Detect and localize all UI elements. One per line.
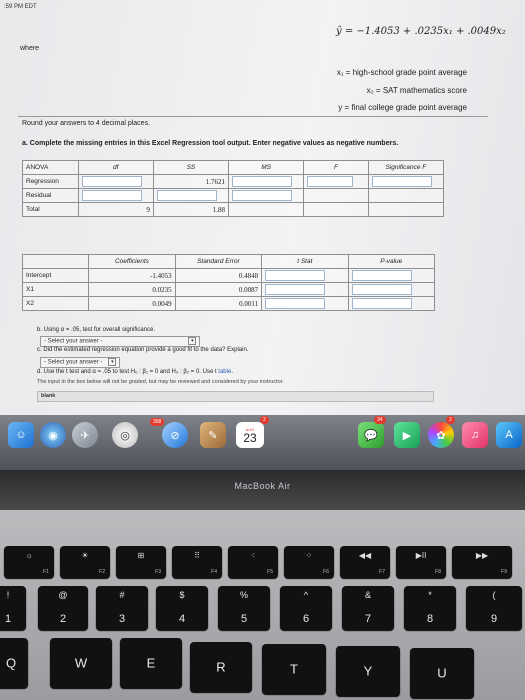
header-significance-f: Significance F — [368, 161, 443, 175]
part-d-text: d. Use the t test and α = .05 to test H₀ : β₁ = 0 and H₀ : β₂ = 0. Use t — [37, 369, 219, 375]
key-f6[interactable]: ⁘ F6 — [284, 546, 334, 578]
key-y[interactable]: Y — [336, 646, 400, 696]
x2-p-value-input[interactable] — [352, 298, 412, 309]
row-label-x2: X2 — [23, 297, 89, 311]
where-label: where — [20, 45, 40, 52]
fast-forward-icon: ▶▶ — [475, 551, 489, 560]
table-row — [23, 269, 435, 283]
part-d-question: d. Use the t test and α = .05 to test H₀ : β₁ = 0 and H₀ : β₂ = 0. Use t table. — [37, 369, 233, 375]
x2-coefficient: 0.0049 — [89, 297, 175, 311]
anova-title: ANOVA — [23, 161, 79, 175]
x2-t-stat-input[interactable] — [265, 298, 325, 309]
key-9[interactable]: ( 9 — [466, 586, 522, 630]
key-q[interactable]: Q — [0, 638, 28, 688]
brightness-down-icon: ☼ — [25, 551, 33, 560]
total-df-value: 9 — [78, 203, 153, 217]
launchpad-icon[interactable]: ✈ — [72, 422, 98, 448]
residual-ss-input[interactable] — [157, 190, 217, 201]
intercept-p-value-input[interactable] — [352, 270, 412, 281]
header-ss: SS — [153, 161, 228, 175]
key-e[interactable]: E — [120, 638, 182, 688]
part-c-select-label: - Select your answer - — [44, 359, 103, 366]
calendar-badge: 2 — [260, 416, 269, 424]
table-row — [23, 255, 435, 269]
part-d-answer-box[interactable]: blank — [37, 391, 434, 402]
row-label-intercept: Intercept — [23, 269, 89, 283]
part-c-select[interactable] — [40, 357, 120, 368]
anova-table — [22, 160, 444, 217]
row-label-total: Total — [23, 203, 79, 217]
table-row — [23, 283, 435, 297]
regression-df-input[interactable] — [82, 176, 142, 187]
photos-badge: 2 — [446, 416, 455, 424]
siri-icon[interactable]: ◉ — [40, 422, 66, 448]
header-df: df — [78, 161, 153, 175]
table-row — [23, 161, 444, 175]
part-d-note: The input in the box below will not be graded, but may be reviewed and considered by your instructor. — [37, 379, 284, 385]
intercept-t-stat-input[interactable] — [265, 270, 325, 281]
launchpad-grid-icon: ⠿ — [194, 551, 200, 560]
table-row — [23, 189, 444, 203]
part-a-instruction: a. Complete the missing entries in this Excel Regression tool output. Enter negative values as negative numbers. — [22, 140, 399, 147]
keyboard-light-up-icon: ⁘ — [305, 551, 313, 560]
header-f: F — [304, 161, 369, 175]
notes-icon[interactable]: ✎ — [200, 422, 226, 448]
key-f2[interactable]: ☀ F2 — [60, 546, 110, 578]
x1-coefficient: 0.0235 — [89, 283, 175, 297]
total-ss-value: 1.88 — [153, 203, 228, 217]
key-f9[interactable]: ▶▶ F9 — [452, 546, 512, 578]
regression-f-input[interactable] — [307, 176, 353, 187]
intercept-coefficient: -1.4053 — [89, 269, 175, 283]
key-w[interactable]: W — [50, 638, 112, 688]
mission-control-icon: ⊞ — [137, 551, 145, 560]
table-row — [23, 297, 435, 311]
key-f1[interactable]: ☼ F1 — [4, 546, 54, 578]
regression-ms-input[interactable] — [232, 176, 292, 187]
row-label-residual: Residual — [23, 189, 79, 203]
brightness-up-icon: ☀ — [81, 551, 89, 560]
key-7[interactable]: & 7 — [342, 586, 394, 630]
t-table-link[interactable]: table — [218, 369, 232, 375]
header-p-value: P-value — [348, 255, 434, 269]
regression-equation: ŷ = −1.4053 + .0235x₁ + .0049x₂ — [336, 26, 506, 37]
header-standard-error: Standard Error — [175, 255, 261, 269]
key-u[interactable]: U — [410, 648, 474, 698]
part-b-select[interactable] — [40, 336, 200, 347]
chrome-icon[interactable]: ◎ — [112, 422, 138, 448]
key-4[interactable]: $ 4 — [156, 586, 208, 630]
part-b-question: b. Using α = .05, test for overall significance. — [37, 327, 156, 333]
key-f5[interactable]: ⁖ F5 — [228, 546, 278, 578]
music-icon[interactable]: ♫ — [462, 422, 488, 448]
header-t-stat: t Stat — [262, 255, 348, 269]
play-pause-icon: ▶II — [415, 551, 427, 560]
table-row — [23, 175, 444, 189]
definition-x1: x₁ = high-school grade point average — [336, 68, 467, 77]
x1-p-value-input[interactable] — [352, 284, 412, 295]
key-f4[interactable]: ⠿ F4 — [172, 546, 222, 578]
key-3[interactable]: # 3 — [96, 586, 148, 630]
part-b-select-label: - Select your answer - — [44, 338, 103, 345]
facetime-icon[interactable]: ▶ — [394, 422, 420, 448]
key-5[interactable]: % 5 — [218, 586, 270, 630]
key-f8[interactable]: ▶II F8 — [396, 546, 446, 578]
x2-standard-error: 0.0011 — [175, 297, 261, 311]
residual-df-input[interactable] — [82, 190, 142, 201]
key-2[interactable]: @ 2 — [38, 586, 88, 630]
row-label-regression: Regression — [23, 175, 79, 189]
messages-icon[interactable]: 💬 — [358, 422, 384, 448]
app-store-icon[interactable]: A — [496, 422, 522, 448]
chevron-down-icon: ▾ — [188, 337, 196, 345]
x1-t-stat-input[interactable] — [265, 284, 325, 295]
brand-label: MacBook Air — [234, 481, 291, 491]
key-t[interactable]: T — [262, 644, 326, 694]
keyboard — [0, 510, 525, 700]
key-6[interactable]: ^ 6 — [280, 586, 332, 630]
key-1[interactable]: ! 1 — [0, 586, 26, 630]
coefficients-table — [22, 254, 435, 311]
table-row — [23, 203, 444, 217]
safari-icon[interactable]: ⊘ — [162, 422, 188, 448]
x1-standard-error: 0.0087 — [175, 283, 261, 297]
calendar-day: 23 — [243, 430, 257, 445]
calendar-month: AUG — [245, 426, 255, 432]
header-coefficients: Coefficients — [89, 255, 175, 269]
key-r[interactable]: R — [190, 642, 252, 692]
row-label-x1: X1 — [23, 283, 89, 297]
part-c-question: c. Did the estimated regression equation provide a good fit to the data? Explain. — [37, 347, 249, 353]
key-f3[interactable]: ⊞ F3 — [116, 546, 166, 578]
chrome-badge: 368 — [150, 418, 164, 426]
messages-badge: 34 — [374, 416, 386, 424]
round-instruction: Round your answers to 4 decimal places. — [22, 120, 151, 127]
chevron-down-icon: ▾ — [108, 358, 116, 366]
residual-ms-input[interactable] — [232, 190, 292, 201]
keyboard-light-down-icon: ⁖ — [250, 551, 256, 560]
regression-ss-value: 1.7621 — [153, 175, 228, 189]
definition-x2: x₂ = SAT mathematics score — [366, 86, 467, 95]
photos-icon[interactable]: ✿ — [428, 422, 454, 448]
calendar-icon[interactable] — [236, 422, 264, 448]
header-ms: MS — [229, 161, 304, 175]
key-8[interactable]: * 8 — [404, 586, 456, 630]
status-bar-time: :59 PM EDT — [4, 4, 37, 10]
significance-f-input[interactable] — [372, 176, 432, 187]
divider — [18, 116, 488, 117]
finder-icon[interactable]: ☺ — [8, 422, 34, 448]
key-f7[interactable]: ◀◀ F7 — [340, 546, 390, 578]
definition-y: y = final college grade point average — [338, 103, 467, 112]
rewind-icon: ◀◀ — [358, 551, 372, 560]
intercept-standard-error: 0.4848 — [175, 269, 261, 283]
